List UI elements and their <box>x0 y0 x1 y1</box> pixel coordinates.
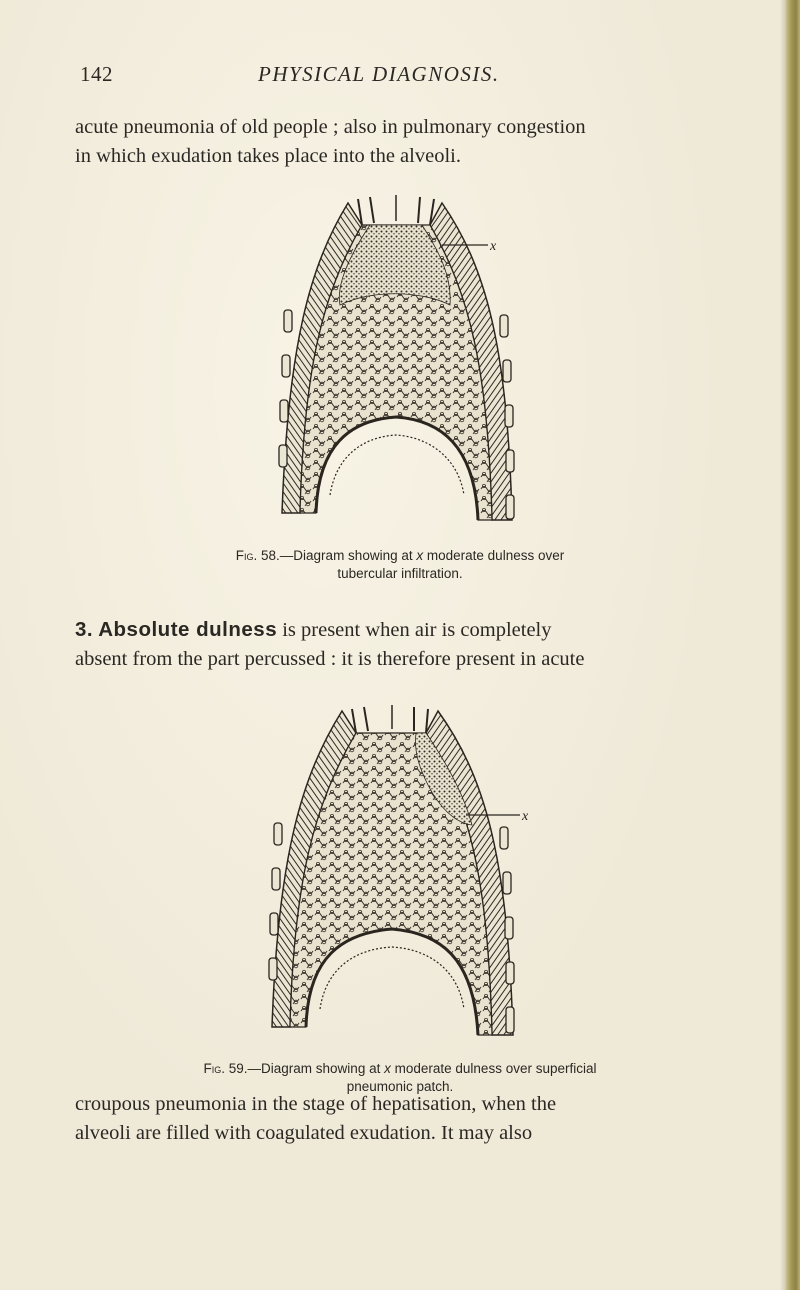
paragraph-line: alveoli are filled with coagulated exudation. It may also <box>75 1122 533 1144</box>
figure-59-x-marker: x <box>522 809 529 824</box>
running-head <box>80 62 720 92</box>
page-edge <box>786 0 800 1290</box>
caption-x: x <box>384 1061 391 1076</box>
figure-58-label: Fig. 58. <box>235 548 280 563</box>
figure-58-x-marker: x <box>490 239 497 254</box>
figure-58-svg <box>270 195 540 535</box>
paragraph-3 <box>75 1090 725 1148</box>
running-head-title: PHYSICAL DIAGNOSIS. <box>258 62 500 86</box>
caption-x: x <box>416 548 424 563</box>
paragraph-line <box>75 615 725 645</box>
paragraph-2 <box>75 615 725 674</box>
figure-58-caption <box>120 547 680 583</box>
caption-text: pneumonic patch. <box>346 1079 454 1094</box>
page-number: 142 <box>80 62 113 86</box>
figure-59-diagram <box>258 705 548 1045</box>
caption-text: —Diagram showing at <box>247 1061 381 1076</box>
paragraph-text: is present when air is completely <box>282 619 552 641</box>
caption-text: moderate dulness over superficial <box>394 1061 597 1076</box>
caption-text: tubercular infiltration. <box>337 566 463 581</box>
paragraph-line: acute pneumonia of old people ; also in pulmonary congestion <box>75 116 586 138</box>
paragraph-1 <box>75 113 725 171</box>
paragraph-line: absent from the part percussed : it is therefore present in acute <box>75 648 585 670</box>
caption-text: moderate dulness over <box>426 548 565 563</box>
section-heading: Absolute dulness <box>98 618 278 641</box>
figure-59-label: Fig. 59. <box>203 1061 248 1076</box>
paragraph-line: in which exudation takes place into the alveoli. <box>75 145 461 167</box>
figure-59-svg <box>258 705 548 1045</box>
figure-58-diagram <box>270 195 540 535</box>
section-number: 3. <box>75 618 94 641</box>
paragraph-line: croupous pneumonia in the stage of hepatisation, when the <box>75 1093 557 1115</box>
caption-text: —Diagram showing at <box>279 548 413 563</box>
